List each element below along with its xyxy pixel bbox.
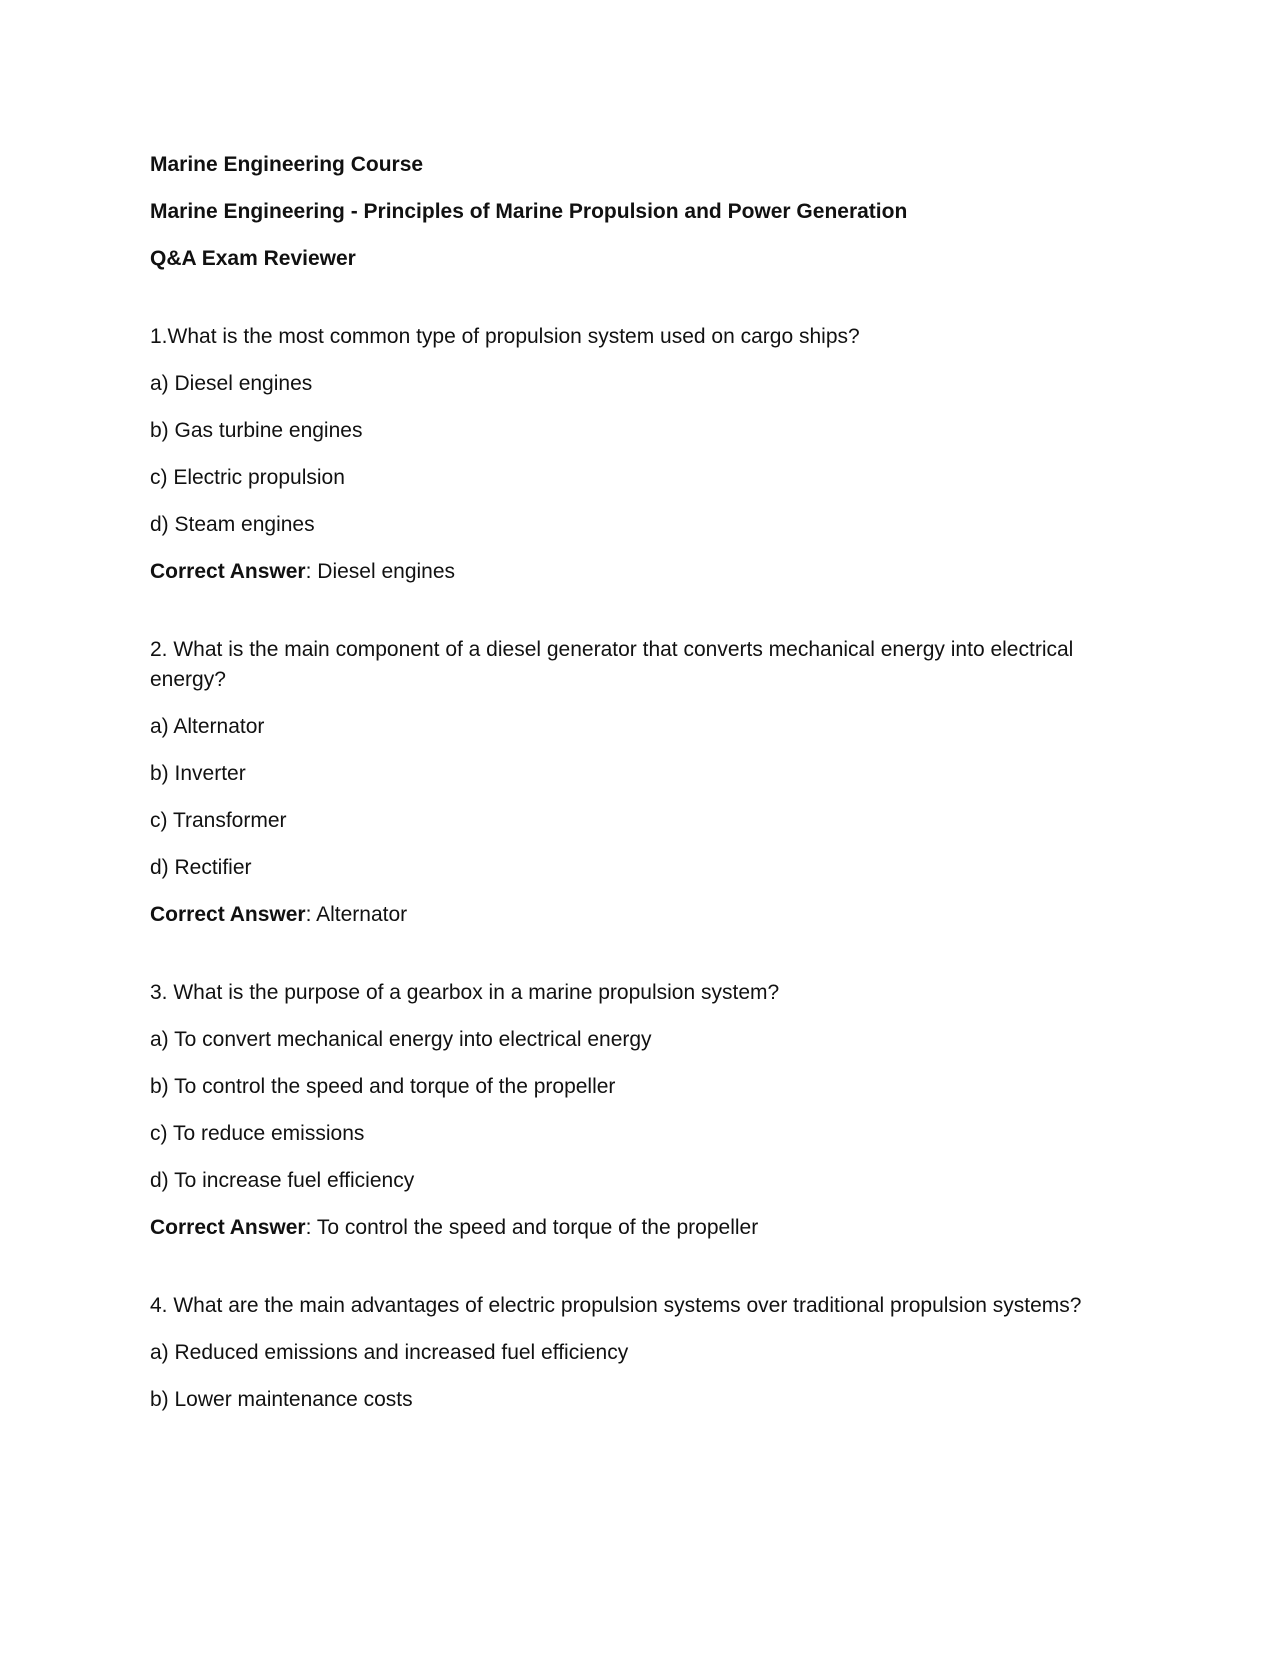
correct-answer-label: Correct Answer [150,1216,306,1239]
question-text: 2. What is the main component of a diesel generator that converts mechanical energy into electrical energy? [150,638,1074,691]
option-c: c) Electric propulsion [150,466,345,489]
option-b: b) Gas turbine engines [150,419,363,442]
reviewer-title: Q&A Exam Reviewer [150,247,356,270]
document-header [150,150,1130,274]
correct-answer-value: Alternator [316,903,408,926]
option-a: a) Alternator [150,715,265,738]
option-b: b) To control the speed and torque of the propeller [150,1075,616,1098]
correct-answer-label: Correct Answer [150,903,306,926]
option-d: d) To increase fuel efficiency [150,1169,415,1192]
option-b: b) Inverter [150,762,246,785]
correct-answer: Correct Answer: Diesel engines [150,560,456,583]
option-a: a) Diesel engines [150,372,313,395]
question-block [150,1291,1130,1415]
correct-answer-value: Diesel engines [317,560,456,583]
option-d: d) Steam engines [150,513,315,536]
course-title: Marine Engineering Course [150,153,424,176]
correct-answer-value: To control the speed and torque of the propeller [316,1216,759,1239]
option-a: a) Reduced emissions and increased fuel efficiency [150,1341,629,1364]
question-block [150,978,1130,1243]
option-d: d) Rectifier [150,856,252,879]
question-text: 1.What is the most common type of propulsion system used on cargo ships? [150,325,860,348]
option-c: c) To reduce emissions [150,1122,365,1145]
question-block [150,635,1130,930]
question-text: 4. What are the main advantages of electric propulsion systems over traditional propulsion systems? [150,1294,1082,1317]
correct-answer: Correct Answer: To control the speed and torque of the propeller [150,1216,759,1239]
option-c: c) Transformer [150,809,287,832]
correct-answer: Correct Answer: Alternator [150,903,408,926]
correct-answer-label: Correct Answer [150,560,306,583]
document-page [150,150,1130,1463]
option-b: b) Lower maintenance costs [150,1388,413,1411]
question-text: 3. What is the purpose of a gearbox in a marine propulsion system? [150,981,780,1004]
option-a: a) To convert mechanical energy into electrical energy [150,1028,652,1051]
subject-title: Marine Engineering - Principles of Marine Propulsion and Power Generation [150,200,908,223]
question-block [150,322,1130,587]
